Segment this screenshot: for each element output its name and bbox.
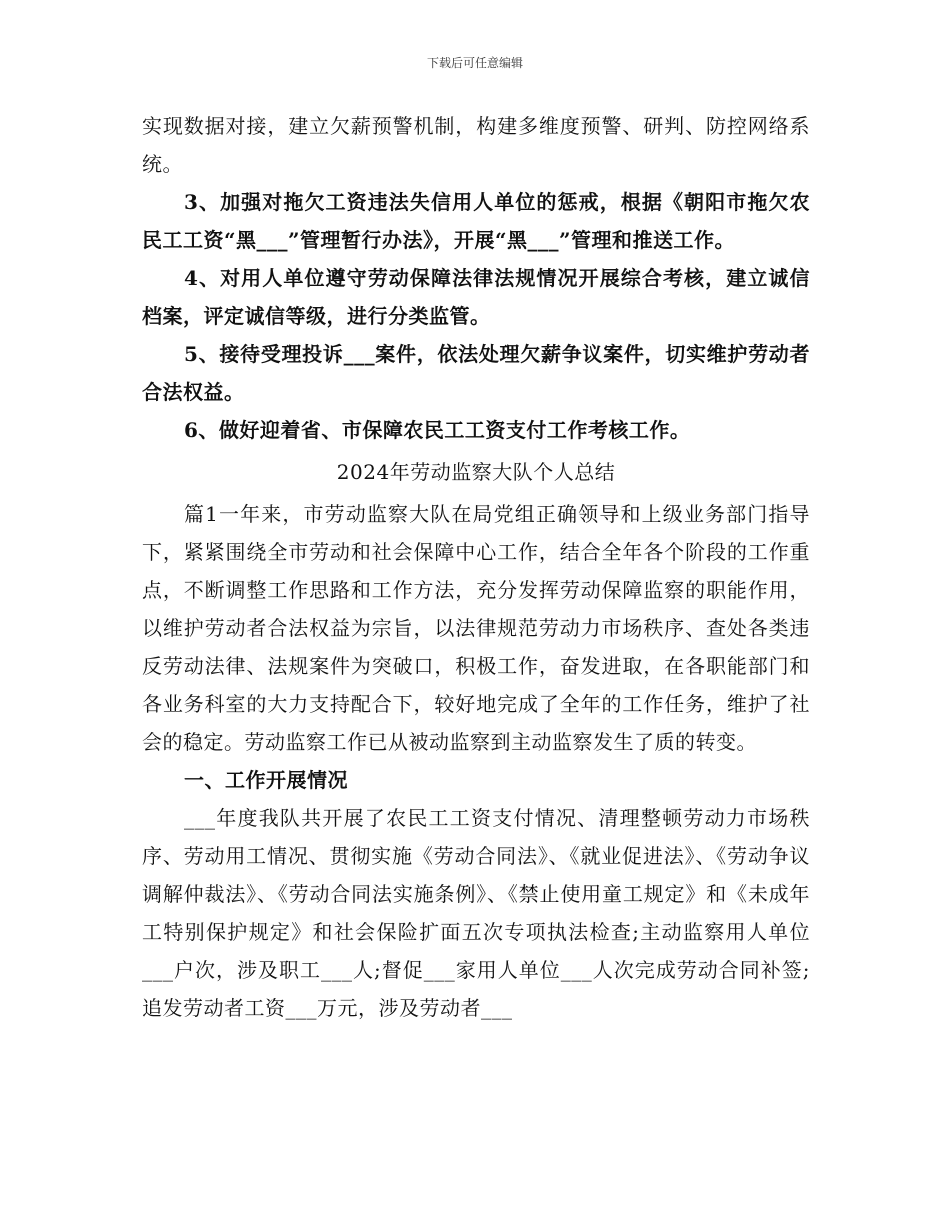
header-note: 下载后可任意编辑 (426, 56, 523, 70)
list-item-3: 3、加强对拖欠工资违法失信用人单位的惩戒，根据《朝阳市拖欠农民工工资“黑___”管理暂行办法》，开展“黑___”管理和推送工作。 (142, 190, 810, 252)
list-item-5: 5、接待受理投诉___案件，依法处理欠薪争议案件，切实维护劳动者合法权益。 (142, 342, 810, 404)
document-body (142, 107, 810, 1027)
section-heading: 一、工作开展情况 (184, 768, 348, 792)
list-item-4: 4、对用人单位遵守劳动保障法律法规情况开展综合考核，建立诚信档案，评定诚信等级，进行分类监管。 (142, 266, 810, 328)
paragraph-intro: 篇1一年来，市劳动监察大队在局党组正确领导和上级业务部门指导下，紧紧围绕全市劳动和社会保障中心工作，结合全年各个阶段的工作重点，不断调整工作思路和工作方法，充分发挥劳动保障监察的职能作用，以维护劳动者合法权益为宗旨，以法律规范劳动力市场秩序、查处各类违反劳动法律、法规案件为突破口，积极工作，奋发进取，在各职能部门和各业务科室的大力支持配合下，较好地完成了全年的工作任务，维护了社会的稳定。劳动监察工作已从被动监察到主动监察发生了质的转变。 (142, 502, 810, 754)
paragraph-work-status: ___年度我队共开展了农民工工资支付情况、清理整顿劳动力市场秩序、劳动用工情况、贯彻实施《劳动合同法》、《就业促进法》、《劳动争议调解仲裁法》、《劳动合同法实施条例》、《禁止使用童工规定》和《未成年工特别保护规定》和社会保险扩面五次专项执法检查;主动监察用人单位___户次，涉及职工___人;督促___家用人单位___人次完成劳动合同补签;追发劳动者工资___万元，涉及劳动者___ (142, 806, 810, 1020)
document-title: 2024年劳动监察大队个人总结 (336, 460, 616, 484)
list-item-6: 6、做好迎着省、市保障农民工工资支付工作考核工作。 (184, 418, 691, 442)
paragraph-continuation: 实现数据对接，建立欠薪预警机制，构建多维度预警、研判、防控网络系统。 (142, 114, 810, 176)
